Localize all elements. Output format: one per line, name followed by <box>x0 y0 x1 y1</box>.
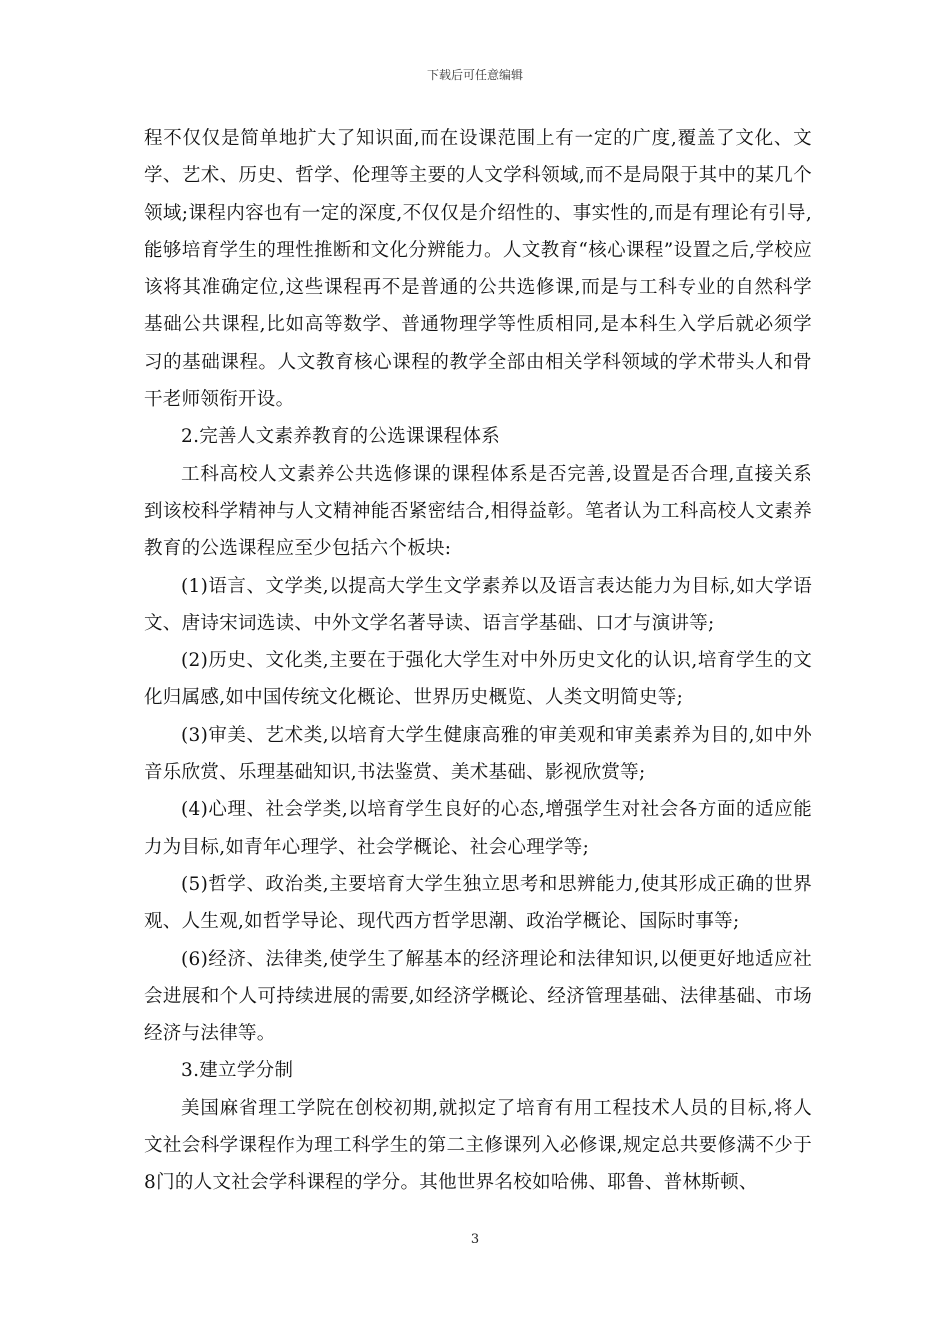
heading-public-elective-system: 2.完善人文素养教育的公选课课程体系 <box>181 426 501 448</box>
list-item-philosophy-politics: (5)哲学、政治类,主要培育大学生独立思考和思辨能力,使其形成正确的世界观、人生观,如哲学导论、现代西方哲学思潮、政治学概论、国际时事等; <box>144 873 812 933</box>
document-body <box>144 120 812 1202</box>
list-item-economics-law: (6)经济、法律类,使学生了解基本的经济理论和法律知识,以便更好地适应社会进展和个人可持续进展的需要,如经济学概论、经济管理基础、法律基础、市场经济与法律等。 <box>144 948 812 1045</box>
list-item-language-literature: (1)语言、文学类,以提高大学生文学素养以及语言表达能力为目标,如大学语文、唐诗宋词选读、中外文学名著导读、语言学基础、口才与演讲等; <box>144 575 812 634</box>
page-header: 下载后可任意编辑 <box>426 68 523 82</box>
page-number: 3 <box>470 1232 480 1247</box>
paragraph-elective-overview: 工科高校人文素养公共选修课的课程体系是否完善,设置是否合理,直接关系到该校科学精神与人文精神能否紧密结合,相得益彰。笔者认为工科高校人文素养教育的公选课程应至少包括六个板块: <box>144 463 812 560</box>
paragraph-mit-example: 美国麻省理工学院在创校初期,就拟定了培育有用工程技术人员的目标,将人文社会科学课程作为理工科学生的第二主修课列入必修课,规定总共要修满不少于8门的人文社会学科课程的学分。其他世界名校如哈佛、耶鲁、普林斯顿、 <box>144 1097 812 1194</box>
list-item-history-culture: (2)历史、文化类,主要在于强化大学生对中外历史文化的认识,培育学生的文化归属感,如中国传统文化概论、世界历史概览、人类文明简史等; <box>144 650 812 709</box>
list-item-psychology-sociology: (4)心理、社会学类,以培育学生良好的心态,增强学生对社会各方面的适应能力为目标,如青年心理学、社会学概论、社会心理学等; <box>144 799 812 858</box>
heading-credit-system: 3.建立学分制 <box>181 1060 294 1082</box>
paragraph-course-breadth: 程不仅仅是简单地扩大了知识面,而在设课范围上有一定的广度,覆盖了文化、文学、艺术、历史、哲学、伦理等主要的人文学科领域,而不是局限于其中的某几个领域;课程内容也有一定的深度,不仅仅是介绍性的、事实性的,而是有理论有引导,能够培育学生的理性推断和文化分辨能力。人文教育“核心课程”设置之后,学校应该将其准确定位,这些课程再不是普通的公共选修课,而是与工科专业的自然科学基础公共课程,比如高等数学、普通物理学等性质相同,是本科生入学后就必须学习的基础课程。人文教育核心课程的教学全部由相关学科领域的学术带头人和骨干老师领衔开设。 <box>144 128 812 411</box>
list-item-aesthetics-art: (3)审美、艺术类,以培育大学生健康高雅的审美观和审美素养为目的,如中外音乐欣赏、乐理基础知识,书法鉴赏、美术基础、影视欣赏等; <box>144 724 812 784</box>
